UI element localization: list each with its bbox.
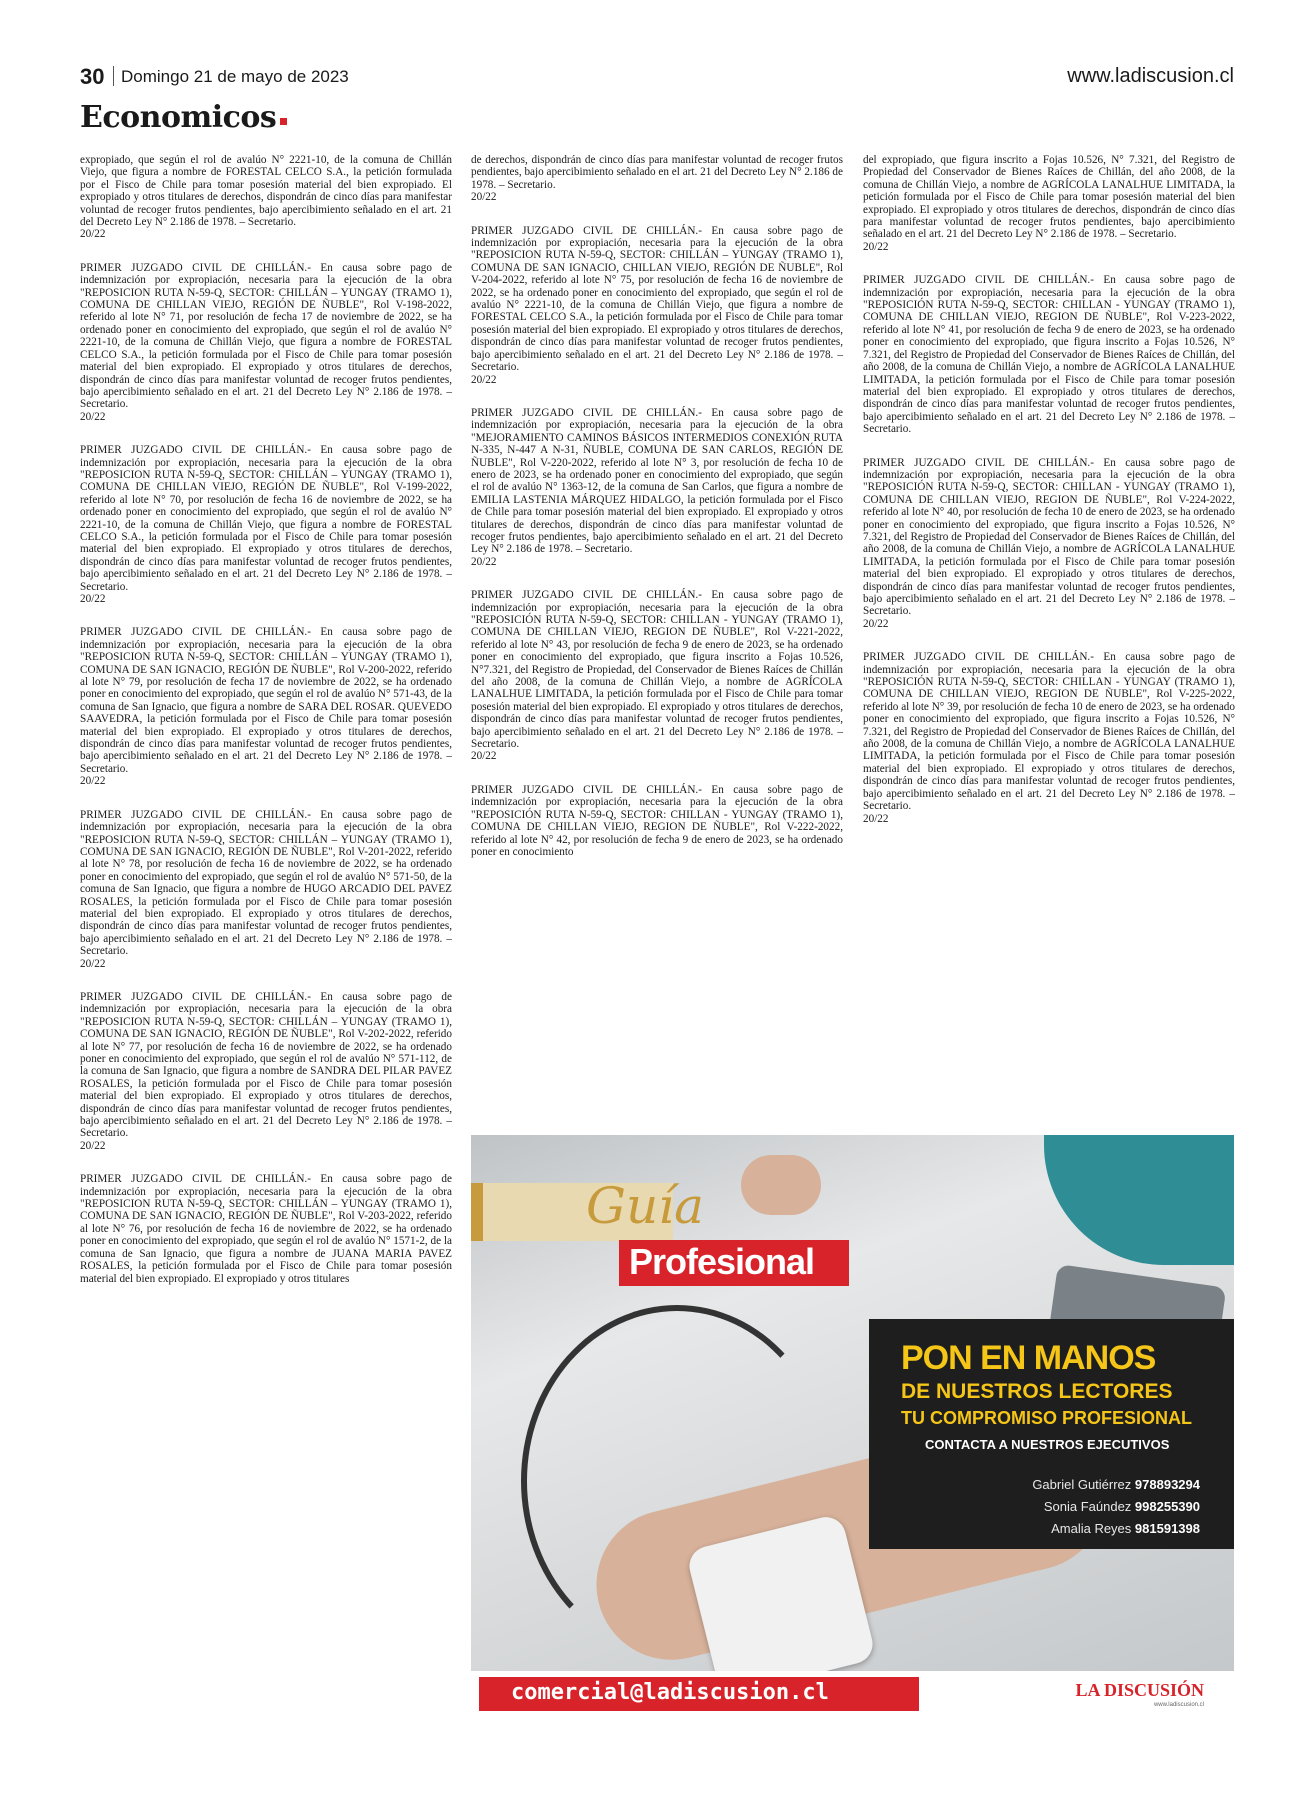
ad-contact: Gabriel Gutiérrez 978893294 (1032, 1477, 1200, 1492)
ad-contact: Sonia Faúndez 998255390 (1043, 1499, 1200, 1514)
legal-notice (471, 225, 843, 386)
legal-notice (863, 457, 1235, 631)
ad-email[interactable]: comercial@ladiscusion.cl (511, 1680, 829, 1705)
notice-date-code: 20/22 (80, 1139, 106, 1152)
notice-date-code: 20/22 (80, 228, 106, 241)
legal-notice-text: expropiado, que según el rol de avalúo N° 2221-10, de la comuna de Chillán Viejo, que figura a nombre de FORESTAL CELCO S.A., la petición formulada por el Fisco de Chile para tomar posesión material del bien expropiado. El expropiado y otros titulares de derechos, dispondrán de cinco días para manifestar voluntad de recoger frutos pendientes, bajo apercibimiento señalado en el art. 21 del Decreto Ley N° 2.186 de 1978. – Secretario. (80, 154, 452, 229)
legal-notice-text: PRIMER JUZGADO CIVIL DE CHILLÁN.- En causa sobre pago de indemnización por expropiación, necesaria para la ejecución de la obra "REPOSICIÓN RUTA N-59-Q, SECTOR: CHILLAN - YUNGAY (TRAMO 1), COMUNA DE CHILLAN VIEJO, REGION DE ÑUBLE", Rol V-222-2022, referido al lote N° 42, por resolución de fecha 9 de enero de 2023, se ha ordenado poner en conocimiento (471, 783, 843, 858)
classifieds-column-1 (80, 154, 452, 1306)
notice-date-code: 20/22 (80, 957, 106, 970)
legal-notice (471, 407, 843, 568)
guia-profesional-ad[interactable] (471, 1135, 1234, 1715)
notice-date-code: 20/22 (80, 410, 106, 423)
ad-headline-3: TU COMPROMISO PROFESIONAL (901, 1408, 1193, 1428)
ad-profesional-label: Profesional (629, 1241, 815, 1282)
notice-date-code: 20/22 (471, 191, 497, 204)
legal-notice (80, 154, 452, 241)
legal-notice-text: del expropiado, que figura inscrito a Fojas 10.526, N° 7.321, del Registro de Propiedad del Conservador de Bienes Raíces de Chillán, del año 2008, de la comuna de Chillán Viejo, a nombre de AGRÍCOLA LANALHUE LIMITADA, la petición formulada por el Fisco de Chile para tomar posesión material del bien expropiado. El expropiado y otros titulares de derechos, dispondrán de cinco días para manifestar voluntad de recoger frutos pendientes, bajo apercibimiento señalado en el art. 21 del Decreto Ley N° 2.186 de 1978. – Secretario. (863, 154, 1235, 241)
legal-notice (863, 274, 1235, 435)
legal-notice-text: PRIMER JUZGADO CIVIL DE CHILLÁN.- En causa sobre pago de indemnización por expropiación, necesaria para la ejecución de la obra "REPOSICION RUTA N-59-Q, SECTOR: CHILLÁN – YUNGAY (TRAMO 1), COMUNA DE SAN IGNACIO, REGIÓN DE ÑUBLE", Rol V-203-2022, referido al lote N° 76, por resolución de fecha 16 de noviembre de 2022, se ha ordenado poner en conocimiento del expropiado, que según el rol de avalúo N° 1571-2, de la comuna de San Ignacio, que figura a nombre de JUANA MARIA PAVEZ ROSALES, la petición formulada por el Fisco de Chile para tomar posesión material del bien expropiado. El expropiado y otros titulares (80, 1173, 452, 1285)
legal-notice-text: PRIMER JUZGADO CIVIL DE CHILLÁN.- En causa sobre pago de indemnización por expropiación, necesaria para la ejecución de la obra "REPOSICION RUTA N-59-Q, SECTOR: CHILLÁN – YUNGAY (TRAMO 1), COMUNA DE CHILLAN VIEJO, REGIÓN DE ÑUBLE", Rol V-199-2022, referido al lote N° 70, por resolución de fecha 16 de noviembre de 2022, se ha ordenado poner en conocimiento del expropiado, que según el rol de avalúo N° 2221-10, de la comuna de Chillán Viejo, que figura a nombre de FORESTAL CELCO S.A., la petición formulada por el Fisco de Chile para tomar posesión material del bien expropiado. El expropiado y otros titulares de derechos, dispondrán de cinco días para manifestar voluntad de recoger frutos pendientes, bajo apercibimiento señalado en el art. 21 del Decreto Ley N° 2.186 de 1978. – Secretario. (80, 444, 452, 593)
classifieds-column-2 (471, 154, 843, 879)
page-header (80, 64, 1234, 90)
section-dot-icon (280, 118, 287, 125)
ad-contact: Amalia Reyes 981591398 (1051, 1521, 1200, 1536)
legal-notice (80, 809, 452, 970)
legal-notice (80, 262, 452, 423)
legal-notice-text: PRIMER JUZGADO CIVIL DE CHILLÁN.- En causa sobre pago de indemnización por expropiación, necesaria para la ejecución de la obra "REPOSICION RUTA N-59-Q, SECTOR: CHILLÁN – YUNGAY (TRAMO 1), COMUNA DE SAN IGNACIO, REGIÓN DE ÑUBLE", Rol V-201-2022, referido al lote N° 78, por resolución de fecha 16 de noviembre de 2022, se ha ordenado poner en conocimiento del expropiado, que según el rol de avalúo N° 571-50, de la comuna de San Ignacio, que figura a nombre de HUGO ARCADIO DEL PAVEZ ROSALES, la petición formulada por el Fisco de Chile para tomar posesión material del bien expropiado. El expropiado y otros titulares de derechos, dispondrán de cinco días para manifestar voluntad de recoger frutos pendientes, bajo apercibimiento señalado en el art. 21 del Decreto Ley N° 2.186 de 1978. – Secretario. (80, 808, 452, 958)
ad-guia-label: Guía (586, 1177, 704, 1235)
legal-notice-text: PRIMER JUZGADO CIVIL DE CHILLÁN.- En causa sobre pago de indemnización por expropiación, necesaria para la ejecución de la obra "REPOSICIÓN RUTA N-59-Q, SECTOR: CHILLAN - YUNGAY (TRAMO 1), COMUNA DE CHILLAN VIEJO, REGION DE ÑUBLE", Rol V-223-2022, referido al lote N° 41, por resolución de fecha 9 de enero de 2023, se ha ordenado poner en conocimiento del expropiado, que figura inscrito a Fojas 10.526, N° 7.321, del Registro de Propiedad del Conservador de Bienes Raíces de Chillán, del año 2008, de la comuna de Chillán Viejo, a nombre de AGRÍCOLA LANALHUE LIMITADA, la petición formulada por el Fisco de Chile para tomar posesión material del bien expropiado. El expropiado y otros titulares de derechos, dispondrán de cinco días para manifestar voluntad de recoger frutos pendientes, bajo apercibimiento señalado en el art. 21 del Decreto Ley N° 2.186 de 1978. – Secretario. (863, 274, 1235, 436)
issue-date: Domingo 21 de mayo de 2023 (121, 67, 349, 86)
notice-date-code: 20/22 (471, 373, 497, 386)
legal-notice-text: PRIMER JUZGADO CIVIL DE CHILLÁN.- En causa sobre pago de indemnización por expropiación, necesaria para la ejecución de la obra "REPOSICIÓN RUTA N-59-Q, SECTOR: CHILLAN - YUNGAY (TRAMO 1), COMUNA DE CHILLAN VIEJO, REGION DE ÑUBLE", Rol V-221-2022, referido al lote N° 43, por resolución de fecha 9 de enero de 2023, se ha ordenado poner en conocimiento del expropiado, que figura inscrito a Fojas 10.526, N°7.321, del Registro de Propiedad, del Conservador de Bienes Raíces de Chillán del año 2008, de la comuna de Chillán Viejo, a nombre de AGRÍCOLA LANALHUE LIMITADA, la petición formulada por el Fisco de Chile para tomar posesión material del bien expropiado. El expropiado y otros titulares de derechos, dispondrán de cinco días para manifestar voluntad de recoger frutos pendientes, bajo apercibimiento señalado en el art. 21 del Decreto Ley N° 2.186 de 1978. – Secretario. (471, 589, 843, 751)
ad-email-bar[interactable] (479, 1677, 919, 1711)
page-number: 30 (80, 64, 105, 89)
legal-notice (80, 444, 452, 605)
notice-date-code: 20/22 (80, 775, 106, 788)
legal-notice (471, 154, 843, 204)
legal-notice-text: PRIMER JUZGADO CIVIL DE CHILLÁN.- En causa sobre pago de indemnización por expropiación, necesaria para la ejecución de la obra "REPOSICIÓN RUTA N-59-Q, SECTOR: CHILLAN - YUNGAY (TRAMO 1), COMUNA DE CHILLAN VIEJO, REGION DE ÑUBLE", Rol V-225-2022, referido al lote N° 39, por resolución de fecha 10 de enero de 2023, se ha ordenado poner en conocimiento del expropiado, que figura inscrito a Fojas 10.526, N° 7.321, del Registro de Propiedad del Conservador de Bienes Raíces de Chillán, del año 2008, de la comuna de Chillán Viejo, a nombre de AGRÍCOLA LANALHUE LIMITADA, la petición formulada por el Fisco de Chile para tomar posesión material del bien expropiado. El expropiado y otros titulares de derechos, dispondrán de cinco días para manifestar voluntad de recoger frutos pendientes, bajo apercibimiento señalado en el art. 21 del Decreto Ley N° 2.186 de 1978. – Secretario. (863, 651, 1235, 813)
header-separator (113, 66, 114, 86)
notice-date-code: 20/22 (863, 617, 889, 630)
legal-notice (471, 589, 843, 763)
notice-date-code: 20/22 (863, 240, 889, 253)
legal-notice-text: de derechos, dispondrán de cinco días para manifestar voluntad de recoger frutos pendientes, bajo apercibimiento señalado en el art. 21 del Decreto Ley N° 2.186 de 1978. – Secretario. (471, 154, 843, 191)
legal-notice-text: PRIMER JUZGADO CIVIL DE CHILLÁN.- En causa sobre pago de indemnización por expropiación, necesaria para la ejecución de la obra "MEJORAMIENTO CAMINOS BÁSICOS INTERMEDIOS CONEXIÓN RUTA N-335, N-447 A N-31, ÑUBLE, COMUNA DE SAN CARLOS, REGIÓN DE ÑUBLE", Rol V-220-2022, referido al lote N° 3, por resolución de fecha 10 de enero de 2023, se ha ordenado poner en conocimiento del expropiado, que según el rol de avalúo N° 1363-12, de la comuna de San Carlos, que figura a nombre de EMILIA LASTENIA MÁRQUEZ HIDALGO, la petición formulada por el Fisco de Chile para tomar posesión material del bien expropiado. El expropiado y otros titulares de derechos, dispondrán de cinco días para manifestar voluntad de recoger frutos pendientes, bajo apercibimiento señalado en el art. 21 del Decreto Ley N° 2.186 de 1978. – Secretario. (471, 406, 843, 556)
legal-notice-text: PRIMER JUZGADO CIVIL DE CHILLÁN.- En causa sobre pago de indemnización por expropiación, necesaria para la ejecución de la obra "REPOSICION RUTA N-59-Q, SECTOR: CHILLÁN – YUNGAY (TRAMO 1), COMUNA DE SAN IGNACIO, REGIÓN DE ÑUBLE", Rol V-202-2022, referido al lote N° 77, por resolución de fecha 16 de noviembre de 2022, se ha ordenado poner en conocimiento del expropiado, que según el rol de avalúo N° 571-112, de la comuna de San Ignacio, que figura a nombre de SANDRA DEL PILAR PAVEZ ROSALES, la petición formulada por el Fisco de Chile para tomar posesión material del bien expropiado. El expropiado y otros titulares de derechos, dispondrán de cinco días para manifestar voluntad de recoger frutos pendientes, bajo apercibimiento señalado en el art. 21 del Decreto Ley N° 2.186 de 1978. – Secretario. (80, 990, 452, 1140)
notice-date-code: 20/22 (80, 593, 106, 605)
ad-footer (471, 1671, 1234, 1715)
notice-date-code: 20/22 (471, 555, 497, 568)
notice-date-code: 20/22 (863, 812, 889, 825)
notice-date-code: 20/22 (471, 750, 497, 763)
ad-bg-hand (741, 1155, 821, 1215)
legal-notice (80, 991, 452, 1152)
ad-headline-1: PON EN MANOS (901, 1339, 1156, 1377)
ad-headline-2: DE NUESTROS LECTORES (901, 1380, 1173, 1403)
ad-bg-scrubs (1044, 1135, 1234, 1265)
legal-notice-text: PRIMER JUZGADO CIVIL DE CHILLÁN.- En causa sobre pago de indemnización por expropiación, necesaria para la ejecución de la obra "REPOSICION RUTA N-59-Q, SECTOR: CHILLÁN – YUNGAY (TRAMO 1), COMUNA DE CHILLAN VIEJO, REGIÓN DE ÑUBLE", Rol V-198-2022, referido al lote N° 71, por resolución de fecha 17 de noviembre de 2022, se ha ordenado poner en conocimiento del expropiado, que según el rol de avalúo N° 2221-10, de la comuna de Chillán Viejo, que figura a nombre de FORESTAL CELCO S.A., la petición formulada por el Fisco de Chile para tomar posesión material del bien expropiado. El expropiado y otros titulares de derechos, dispondrán de cinco días para manifestar voluntad de recoger frutos pendientes, bajo apercibimiento señalado en el art. 21 del Decreto Ley N° 2.186 de 1978. – Secretario. (80, 261, 452, 411)
legal-notice (863, 154, 1235, 253)
ad-message-panel (869, 1319, 1234, 1549)
legal-notice-text: PRIMER JUZGADO CIVIL DE CHILLÁN.- En causa sobre pago de indemnización por expropiación, necesaria para la ejecución de la obra "REPOSICION RUTA N-59-Q, SECTOR: CHILLÁN – YUNGAY (TRAMO 1), COMUNA DE SAN IGNACIO, CHILLAN VIEJO, REGIÓN DE ÑUBLE", Rol V-204-2022, referido al lote N° 75, por resolución de fecha 16 de noviembre de 2022, se ha ordenado poner en conocimiento del expropiado, que según el rol de avalúo N° 2221-10, de la comuna de Chillán Viejo, que figura a nombre de FORESTAL CELCO S.A., la petición formulada por el Fisco de Chile para tomar posesión material del bien expropiado. El expropiado y otros titulares de derechos, dispondrán de cinco días para manifestar voluntad de recoger frutos pendientes, bajo apercibimiento señalado en el art. 21 del Decreto Ley N° 2.186 de 1978. – Secretario. (471, 224, 843, 374)
section-title: Economicos (80, 100, 287, 135)
legal-notice (471, 784, 843, 858)
legal-notice (80, 1173, 452, 1285)
ad-cta: CONTACTA A NUESTROS EJECUTIVOS (925, 1437, 1170, 1452)
classifieds-column-3 (863, 154, 1235, 846)
legal-notice (863, 651, 1235, 825)
website-link[interactable]: www.ladiscusion.cl (1067, 65, 1234, 87)
legal-notice-text: PRIMER JUZGADO CIVIL DE CHILLÁN.- En causa sobre pago de indemnización por expropiación, necesaria para la ejecución de la obra "REPOSICION RUTA N-59-Q, SECTOR: CHILLÁN – YUNGAY (TRAMO 1), COMUNA DE SAN IGNACIO, REGIÓN DE ÑUBLE", Rol V-200-2022, referido al lote N° 79, por resolución de fecha 17 de noviembre de 2022, se ha ordenado poner en conocimiento del expropiado, que según el rol de avalúo N° 571-43, de la comuna de San Ignacio, que figura a nombre de SARA DEL ROSAR. QUEVEDO SAAVEDRA, la petición formulada por el Fisco de Chile para tomar posesión material del bien expropiado. El expropiado y otros titulares de derechos, dispondrán de cinco días para manifestar voluntad de recoger frutos pendientes, bajo apercibimiento señalado en el art. 21 del Decreto Ley N° 2.186 de 1978. – Secretario. (80, 626, 452, 775)
ad-brand-logo: LA DISCUSIÓN (1075, 1680, 1204, 1700)
legal-notice-text: PRIMER JUZGADO CIVIL DE CHILLÁN.- En causa sobre pago de indemnización por expropiación, necesaria para la ejecución de la obra "REPOSICIÓN RUTA N-59-Q, SECTOR: CHILLAN - YUNGAY (TRAMO 1), COMUNA DE CHILLAN VIEJO, REGION DE ÑUBLE", Rol V-224-2022, referido al lote N° 40, por resolución de fecha 10 de enero de 2023, se ha ordenado poner en conocimiento del expropiado, que figura inscrito a Fojas 10.526, N° 7.321, del Registro de Propiedad del Conservador de Bienes Raíces de Chillán, del año 2008, de la comuna de Chillán Viejo, a nombre de AGRÍCOLA LANALHUE LIMITADA, la petición formulada por el Fisco de Chile para tomar posesión material del bien expropiado. El expropiado y otros titulares de derechos, dispondrán de cinco días para manifestar voluntad de recoger frutos pendientes, bajo apercibimiento señalado en el art. 21 del Decreto Ley N° 2.186 de 1978. – Secretario. (863, 456, 1235, 618)
legal-notice (80, 626, 452, 787)
ad-brand-url: www.ladiscusion.cl (1153, 1702, 1204, 1708)
